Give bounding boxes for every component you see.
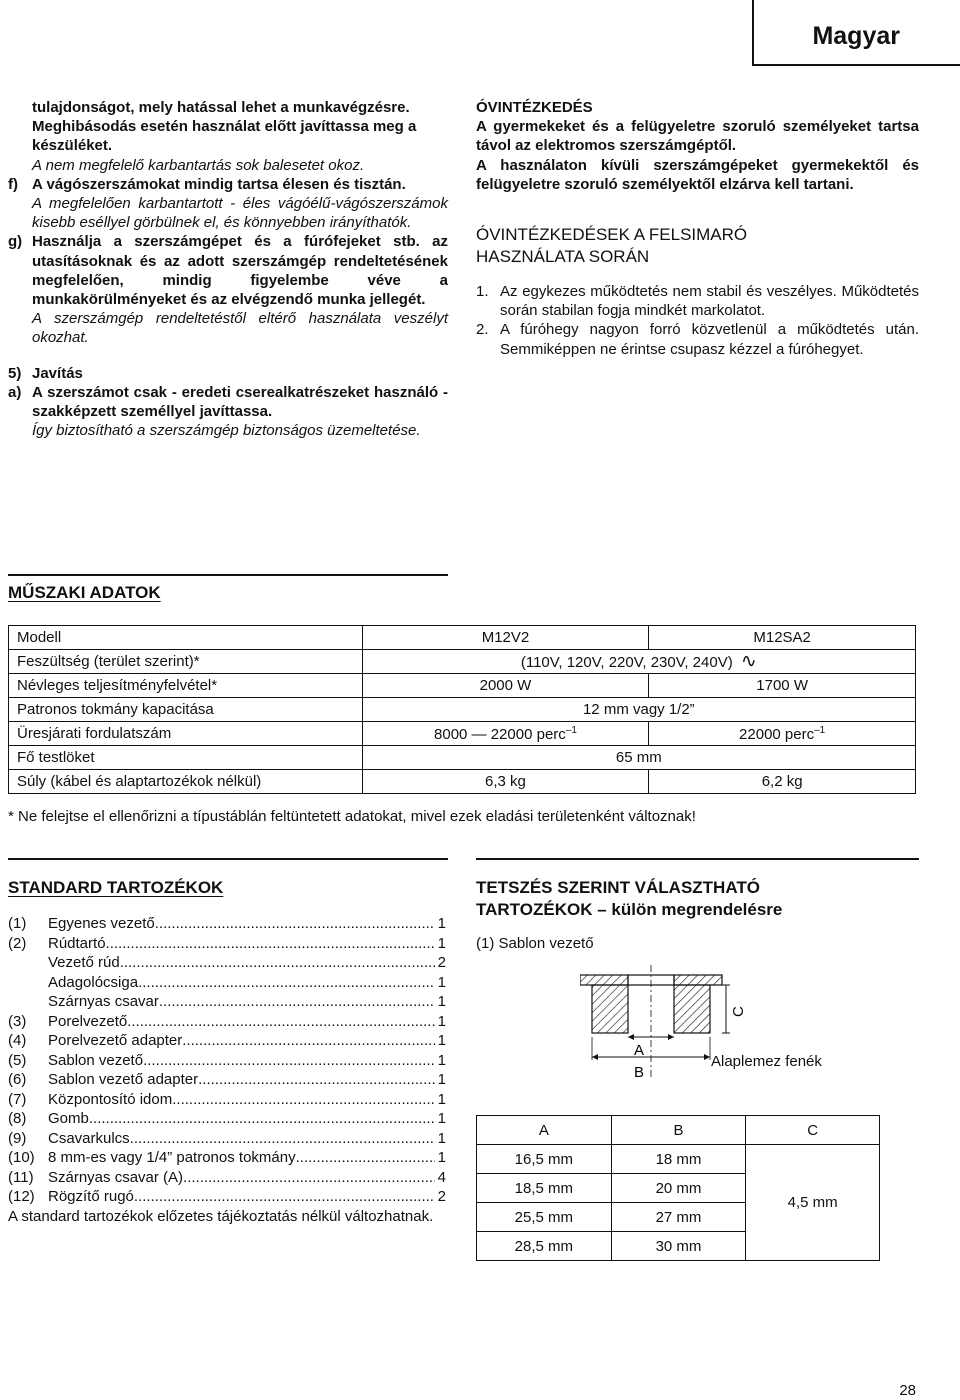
list-item — [8, 953, 446, 973]
spec-value: M12SA2 — [649, 626, 916, 650]
item-qty: 4 — [437, 1168, 446, 1186]
list-item — [8, 992, 446, 1012]
spec-voltage: (110V, 120V, 220V, 230V, 240V) — [520, 654, 733, 671]
item-number — [8, 953, 48, 973]
router-caution-list — [476, 282, 919, 359]
section-title: Javítás — [32, 364, 83, 382]
list-item — [8, 1148, 446, 1168]
list-item — [8, 1090, 446, 1110]
spec-label: Modell — [9, 626, 363, 650]
item-name: Adagolócsiga — [48, 973, 139, 991]
list-item — [8, 934, 446, 954]
list-item — [8, 973, 446, 993]
table-cell: 20 mm — [611, 1174, 746, 1203]
leader-dots — [172, 1090, 434, 1110]
item-number: 2. — [476, 321, 489, 339]
spec-speed: 22000 perc — [739, 725, 815, 743]
item-name: Sablon vezető adapter — [48, 1071, 199, 1088]
spec-value: M12V2 — [362, 626, 649, 650]
leader-dots — [296, 1148, 435, 1168]
item-name: Szárnyas csavar — [48, 993, 159, 1010]
template-guide-dimensions-table — [476, 1115, 880, 1261]
router-caution-title: HASZNÁLATA SORÁN — [476, 247, 650, 267]
item-number: (3) — [8, 1012, 27, 1030]
leader-dots — [155, 914, 435, 934]
item-qty: 2 — [437, 954, 446, 971]
list-item — [8, 1109, 446, 1129]
block-e-continued — [8, 98, 448, 175]
spec-value: 2000 W — [362, 674, 649, 698]
caution-paragraph: A használaton kívüli szerszámgépeket gyermekektől és felügyeletre szoruló személyektől elzárva kell tartani. — [476, 156, 919, 193]
column-header: C — [746, 1116, 880, 1145]
leader-dots — [159, 992, 435, 1012]
item-label: g) — [8, 233, 23, 251]
item-number: (1) — [8, 915, 27, 932]
caution-title: ÓVINTÉZKEDÉS — [476, 99, 593, 116]
item-number — [8, 973, 48, 993]
item-qty: 1 — [437, 1129, 446, 1147]
leader-dots — [183, 1168, 435, 1188]
leader-dots — [127, 1012, 434, 1032]
item-qty: 1 — [437, 973, 446, 991]
spec-value: 6,3 kg — [362, 770, 649, 794]
item-label: f) — [8, 175, 18, 193]
item-number: (10) — [8, 1149, 35, 1166]
table-row — [9, 698, 916, 722]
item-name: Vezető rúd — [48, 954, 120, 971]
section-divider — [8, 858, 448, 860]
item-a — [8, 383, 448, 441]
language-label: Magyar — [812, 22, 900, 50]
list-item — [8, 1051, 446, 1071]
item-g-italic: A szerszámgép rendeltetéstől eltérő használata veszélyt okozhat. — [32, 310, 448, 347]
item-number: (9) — [8, 1129, 27, 1147]
leader-dots — [106, 934, 435, 954]
item-name: 8 mm-es vagy 1/4” patronos tokmány — [48, 1149, 296, 1166]
paragraph: A nem megfelelő karbantartás sok balesetet okoz. — [32, 156, 365, 174]
page-number: 28 — [899, 1382, 916, 1399]
spec-label: Fő testlöket — [9, 746, 363, 770]
item-qty: 1 — [437, 1071, 446, 1088]
table-cell: 28,5 mm — [477, 1232, 612, 1261]
spec-label: Súly (kábel és alaptartozékok nélkül) — [9, 770, 363, 794]
guide-cross-section — [580, 965, 730, 1077]
item-name: Rögzítő rugó — [48, 1188, 134, 1205]
dimension-label-b: B — [634, 1064, 645, 1081]
section-divider — [8, 574, 448, 576]
list-item — [8, 1187, 446, 1207]
item-number: (8) — [8, 1110, 27, 1127]
item-name: Porelvezető — [48, 1012, 128, 1030]
item-name: Porelvezető adapter — [48, 1032, 183, 1049]
leader-dots — [182, 1031, 434, 1051]
table-row — [9, 746, 916, 770]
spec-unit-exponent: –1 — [565, 724, 577, 736]
router-caution-title: ÓVINTÉZKEDÉSEK A FELSIMARÓ — [476, 225, 748, 245]
section-divider — [476, 858, 919, 860]
optional-title-line: TARTOZÉKOK – külön megrendelésre — [476, 900, 783, 919]
table-row — [9, 626, 916, 650]
specs-footnote: * Ne felejtse el ellenőrizni a típustáblán feltüntetett adatokat, mivel ezek eladási területenként változnak! — [8, 808, 696, 825]
spec-label: Feszültség (terület szerint)* — [9, 650, 363, 674]
item-number: (2) — [8, 934, 27, 952]
spec-label: Üresjárati fordulatszám — [9, 722, 363, 746]
list-item — [8, 1031, 446, 1051]
item-name: Szárnyas csavar (A) — [48, 1168, 184, 1186]
item-qty: 2 — [437, 1188, 446, 1205]
optional-accessories-title — [476, 877, 782, 921]
leader-dots — [120, 953, 435, 973]
optional-item: (1) Sablon vezető — [476, 935, 594, 952]
item-qty: 1 — [437, 1012, 446, 1030]
item-number: (4) — [8, 1032, 27, 1049]
standard-accessories-title: STANDARD TARTOZÉKOK — [8, 878, 224, 897]
leader-dots — [134, 1187, 435, 1207]
spec-label: Névleges teljesítményfelvétel* — [9, 674, 363, 698]
item-g — [8, 232, 448, 347]
item-label: a) — [8, 383, 22, 401]
item-a-bold: A szerszámot csak - eredeti cserealkatrészeket használó - szakképzett személlyel javíttassa. — [32, 383, 448, 421]
spec-label: Patronos tokmány kapacitása — [9, 698, 363, 722]
column-header: B — [611, 1116, 746, 1145]
item-number: (12) — [8, 1188, 35, 1205]
spec-value — [362, 650, 915, 674]
item-number: (7) — [8, 1090, 27, 1108]
specs-table — [8, 625, 916, 794]
item-number: (5) — [8, 1051, 27, 1069]
item-qty: 1 — [437, 1149, 446, 1166]
table-cell: 25,5 mm — [477, 1203, 612, 1232]
leader-dots — [198, 1070, 435, 1090]
table-cell: 16,5 mm — [477, 1145, 612, 1174]
item-g-bold: Használja a szerszámgépet és a fúrófejeket stb. az utasításoknak és az adott szerszámgép rendeltetésének megfelelően, mindig figyelembe véve a munkakörülményeket és az elvégzendő munka jellegét. — [32, 233, 448, 309]
table-row — [9, 770, 916, 794]
column-header: A — [477, 1116, 612, 1145]
spec-unit-exponent: –1 — [814, 724, 826, 736]
item-name: Rúdtartó — [48, 934, 106, 952]
table-row — [9, 674, 916, 698]
item-f — [8, 175, 448, 233]
dimension-label-c: C — [730, 1006, 747, 1017]
list-item — [8, 1070, 446, 1090]
left-column — [8, 98, 448, 440]
leader-dots — [138, 973, 435, 993]
list-item — [8, 1129, 446, 1149]
spec-value: 6,2 kg — [649, 770, 916, 794]
spec-speed: 8000 — 22000 perc — [434, 725, 566, 743]
item-text: A fúróhegy nagyon forró közvetlenül a működtetés után. Semmiképpen ne érintse csupasz kézzel a fúróhegyet. — [500, 321, 919, 358]
spec-value: 1700 W — [649, 674, 916, 698]
standard-accessories-list — [8, 914, 446, 1226]
accessories-note: A standard tartozékok előzetes tájékoztatás nélkül változhatnak. — [8, 1207, 434, 1225]
leader-dots — [130, 1129, 435, 1149]
table-cell: 18,5 mm — [477, 1174, 612, 1203]
table-cell: 4,5 mm — [746, 1145, 880, 1261]
item-number: 1. — [476, 283, 489, 301]
item-qty: 1 — [437, 1051, 446, 1069]
item-text: Az egykezes működtetés nem stabil és veszélyes. Működtetés során stabilan fogja mindkét markolatot. — [500, 283, 919, 320]
item-name: Központosító idom — [48, 1090, 173, 1108]
paragraph: Meghibásodás esetén használat előtt javíttassa meg a készüléket. — [32, 118, 417, 155]
spec-value — [649, 722, 916, 746]
item-qty: 1 — [437, 993, 446, 1010]
list-item — [8, 1012, 446, 1032]
table-row — [9, 722, 916, 746]
item-name: Gomb — [48, 1110, 89, 1127]
right-column — [476, 98, 919, 359]
item-f-italic: A megfelelően karbantartott - éles vágóélű-vágószerszámok kisebb eséllyel görbülnek el, és könnyebben irányíthatók. — [32, 195, 448, 232]
spec-value: 12 mm vagy 1/2” — [362, 698, 915, 722]
item-name: Sablon vezető — [48, 1051, 144, 1069]
specs-title: MŰSZAKI ADATOK — [8, 583, 161, 602]
item-qty: 1 — [437, 1032, 446, 1049]
ac-symbol-icon: ∿ — [740, 651, 757, 672]
item-qty: 1 — [437, 934, 446, 952]
dimension-label-a: A — [634, 1042, 645, 1059]
item-qty: 1 — [437, 915, 446, 932]
item-number: (11) — [8, 1168, 34, 1186]
spec-value — [362, 722, 649, 746]
optional-title-line: TETSZÉS SZERINT VÁLASZTHATÓ — [476, 878, 760, 897]
leader-dots — [89, 1109, 435, 1129]
leader-dots — [143, 1051, 435, 1071]
table-row — [9, 650, 916, 674]
item-number — [8, 992, 48, 1012]
item-a-italic: Így biztosítható a szerszámgép biztonságos üzemeltetése. — [32, 422, 421, 440]
paragraph: tulajdonságot, mely hatással lehet a munkavégzésre. — [32, 99, 410, 116]
section-5-heading — [8, 364, 448, 383]
item-qty: 1 — [437, 1110, 446, 1127]
spec-value: 65 mm — [362, 746, 915, 770]
section-label: 5) — [8, 364, 22, 382]
table-cell: 27 mm — [611, 1203, 746, 1232]
table-cell: 18 mm — [611, 1145, 746, 1174]
caution-paragraph: A gyermekeket és a felügyeletre szoruló személyeket tartsa távol az elektromos szerszámgéptől. — [476, 118, 919, 155]
list-item — [8, 1168, 446, 1188]
item-f-bold: A vágószerszámokat mindig tartsa élesen és tisztán. — [32, 175, 406, 193]
language-tab — [752, 0, 960, 66]
table-cell: 30 mm — [611, 1232, 746, 1261]
item-number: (6) — [8, 1071, 27, 1088]
list-item — [8, 914, 446, 934]
table-row — [477, 1116, 880, 1145]
item-qty: 1 — [437, 1090, 446, 1108]
item-name: Egyenes vezető — [48, 915, 155, 932]
table-row — [477, 1145, 880, 1174]
base-plate-label: Alaplemez fenék — [711, 1053, 822, 1070]
item-name: Csavarkulcs — [48, 1129, 130, 1147]
